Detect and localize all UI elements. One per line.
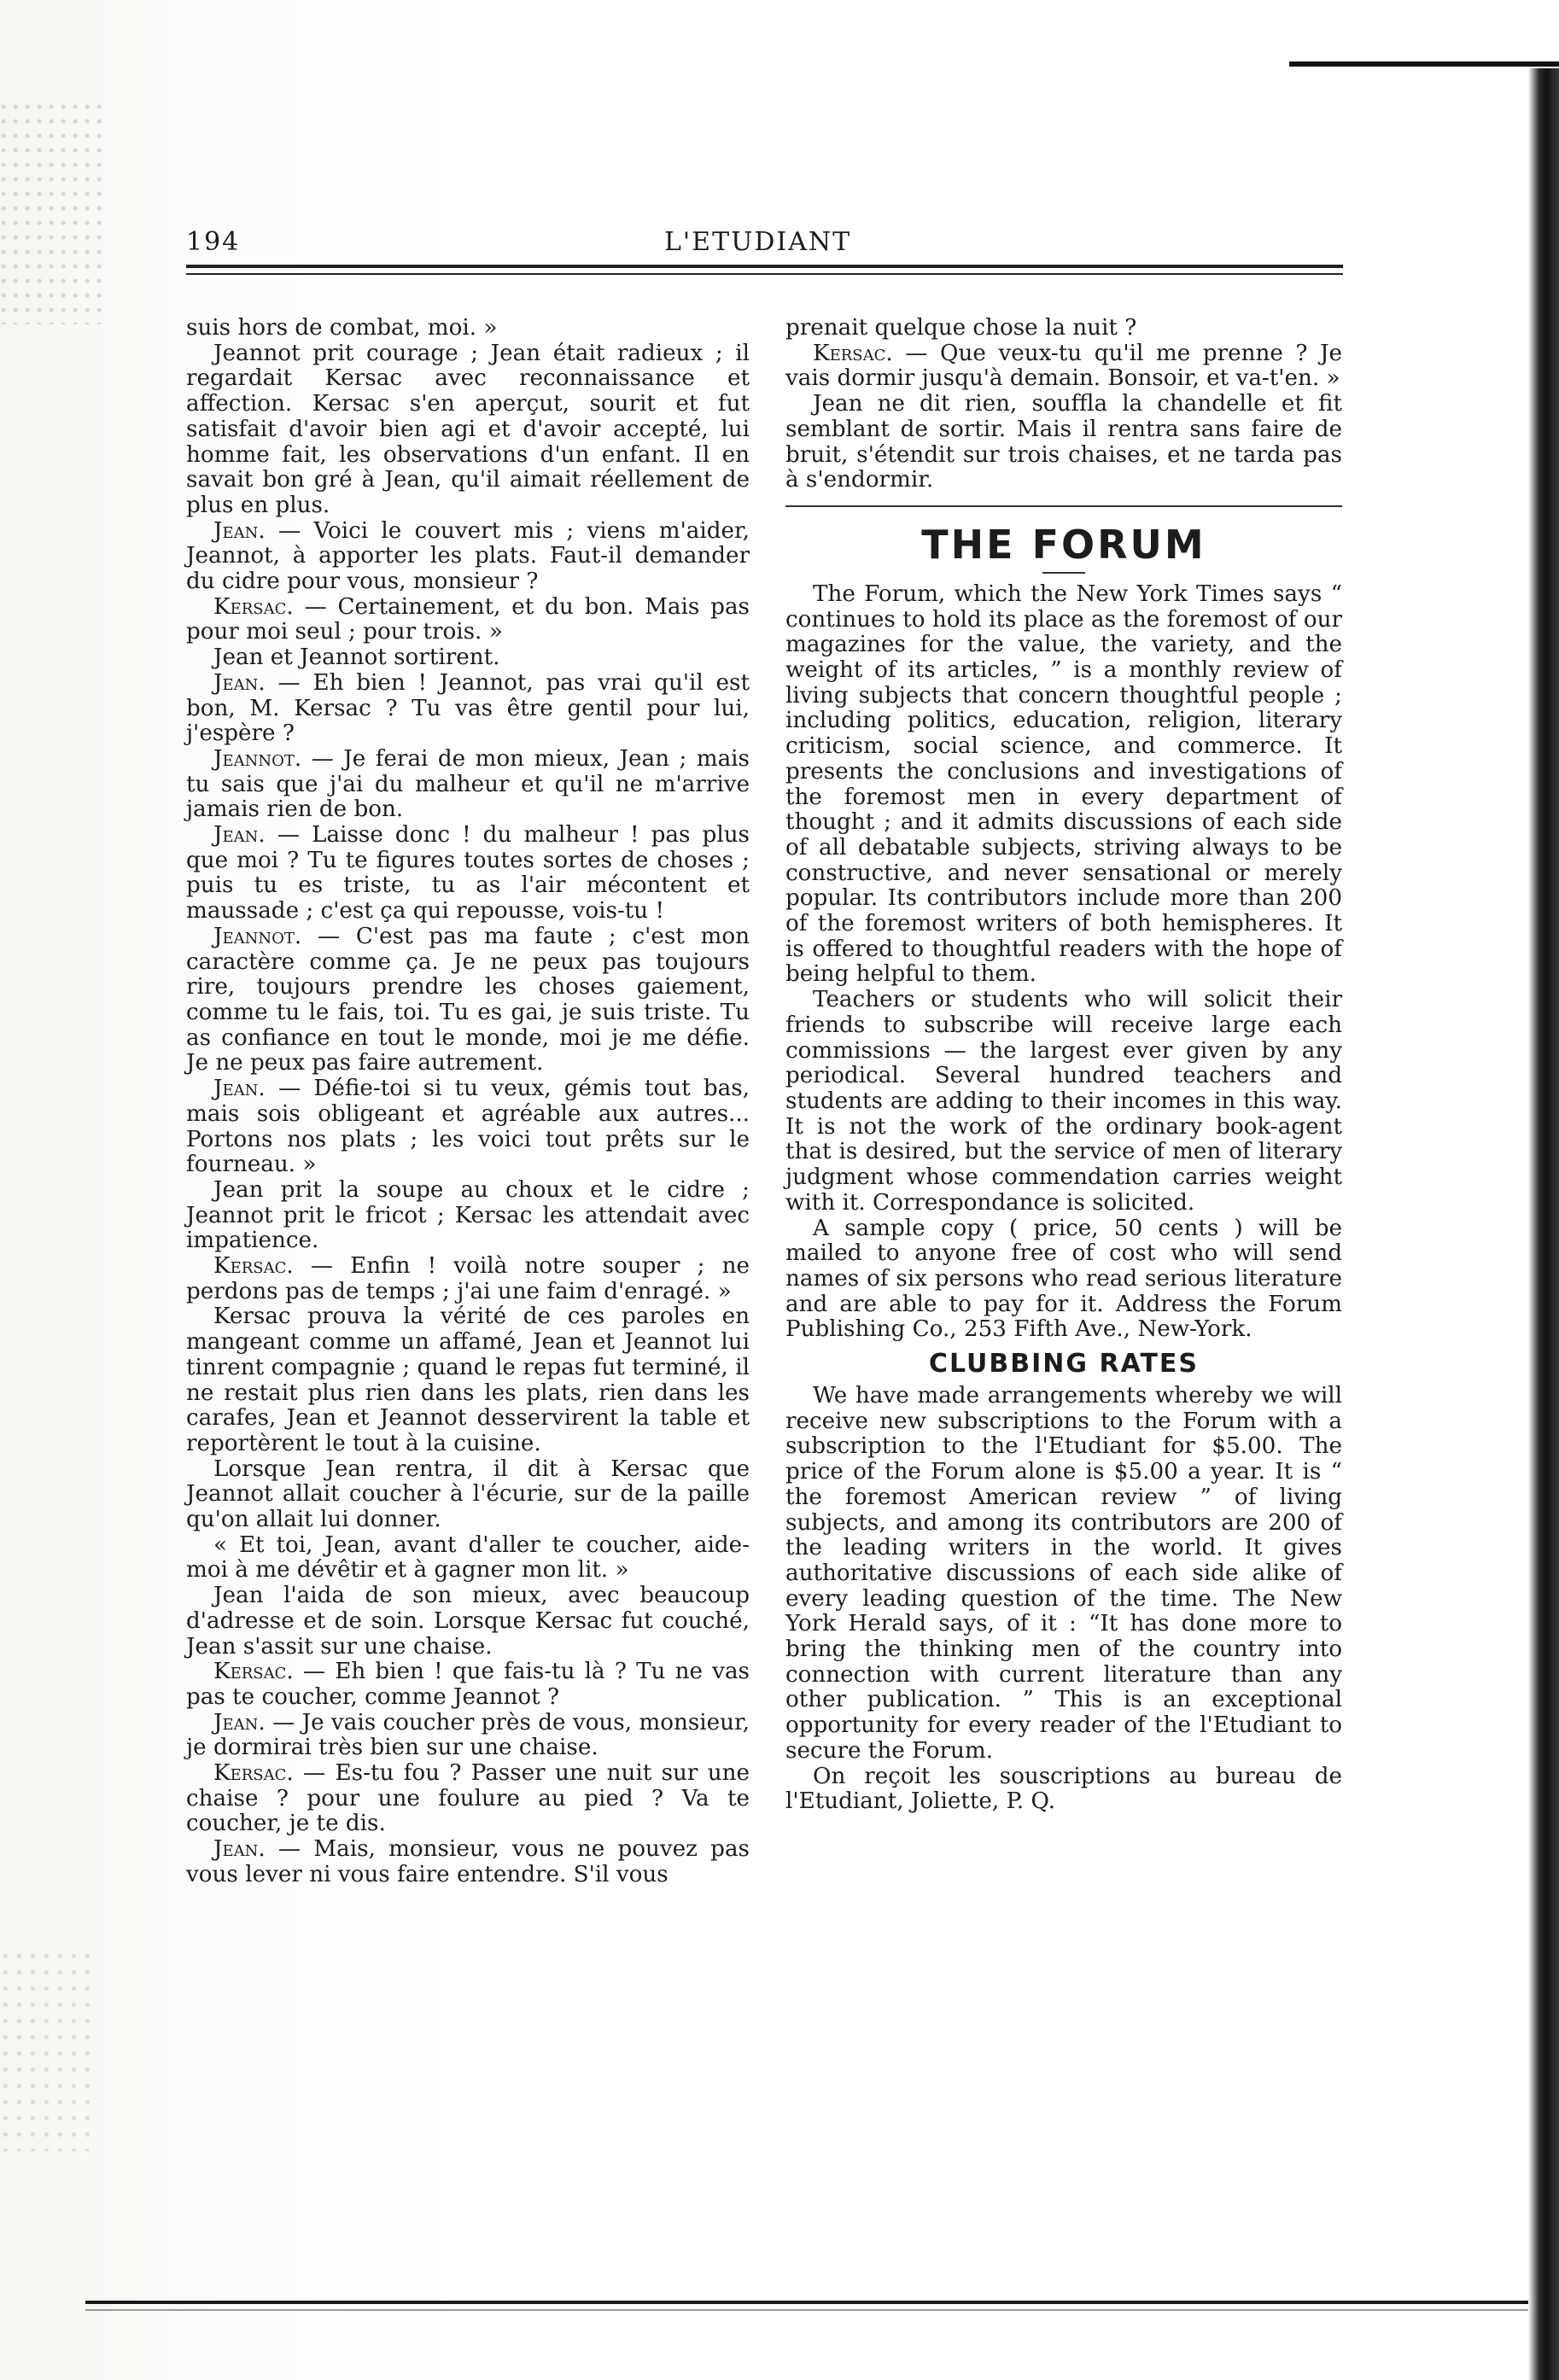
paragraph-text: — Je ferai de mon mieux, Jean ; mais tu sais que j'ai du malheur et qu'il ne m'arrive jamais rien de bon. xyxy=(186,745,750,823)
speaker-name: Kersac. xyxy=(813,340,893,366)
paragraph xyxy=(785,392,1342,493)
paragraph-text: suis hors de combat, moi. » xyxy=(186,315,498,341)
speaker-name: Kersac. xyxy=(213,1253,294,1280)
paragraph-text: — Eh bien ! que fais-tu là ? Tu ne vas pas te coucher, comme Jeannot ? xyxy=(186,1659,750,1710)
paragraph-text: — Je vais coucher près de vous, monsieur, je dormirai très bien sur une chaise. xyxy=(186,1709,750,1761)
paragraph-text: Jean prit la soupe au choux et le cidre ; Jeannot prit le fricot ; Kersac les attendait avec impatience. xyxy=(186,1176,750,1254)
paragraph: On reçoit les souscriptions au bureau de l'Etudiant, Joliette, P. Q. xyxy=(785,1763,1342,1815)
paragraph xyxy=(186,1660,750,1710)
forum-heading: THE FORUM xyxy=(921,521,1206,568)
speaker-name: Jeannot. xyxy=(213,745,302,772)
scan-border-right xyxy=(1528,68,1559,2380)
paragraph-text: Jeannot prit courage ; Jean était radieux ; il regardait Kersac avec reconnaissance et affection. Kersac s'en aperçut, sourit et fut satisfait d'avoir bien agi et d'avoir accepté, lui homme fait, les observations d'un enfant. Il en savait bon gré à Jean, qu'il aimait réellement de plus en plus. xyxy=(186,340,750,518)
paragraph xyxy=(785,316,1342,341)
paragraph xyxy=(186,1533,750,1584)
paragraph xyxy=(186,1584,750,1660)
forum-advertisement xyxy=(785,582,1342,1343)
paragraph-text: — Laisse donc ! du malheur ! pas plus que moi ? Tu te figures toutes sortes de choses ; puis tu es triste, tu as l'air mécontent et maussade ; c'est ça qui repousse, vois-tu ! xyxy=(186,822,750,925)
paragraph-text: — Que veux-tu qu'il me prenne ? Je vais dormir jusqu'à demain. Bonsoir, et va-t'en. » xyxy=(785,340,1343,392)
scan-border-top xyxy=(1289,61,1559,67)
paragraph: A sample copy ( price, 50 cents ) will be mailed to anyone free of cost who will send names of six persons who read serious literature and are able to pay for it. Address the Forum Publishing Co., 253 Fifth Ave., New-York. xyxy=(785,1215,1342,1343)
paragraph-text: — Mais, monsieur, vous ne pouvez pas vous lever ni vous faire entendre. S'il vous xyxy=(186,1836,750,1887)
paragraph-text: prenait quelque chose la nuit ? xyxy=(785,315,1137,341)
paragraph-text: « Et toi, Jean, avant d'aller te coucher, aide-moi à me dévêtir et à gagner mon lit. » xyxy=(186,1531,750,1584)
paragraph xyxy=(186,316,750,341)
paragraph: The Forum, which the New York Times says “ continues to hold its place as the foremost of our magazines for the value, the variety, and the weight of its articles, ” is a monthly review of living subjects that concern thoughtful people ; including politics, education, religion, literary criticism, social science, and commerce. It presents the conclusions and investigations of the foremost men in every department of thought ; and it admits discussions of each side of all debatable subjects, striving always to be constructive, and never sensational or merely popular. Its contributors include more than 200 of the foremost writers of both hemispheres. It is offered to thoughtful readers with the hope of being helpful to them. xyxy=(785,580,1342,988)
speaker-name: Kersac. xyxy=(213,1760,294,1787)
left-column xyxy=(186,316,750,1888)
paragraph-text: — Défie-toi si tu veux, gémis tout bas, mais sois obligeant et agréable aux autres... Portons nos plats ; les voici tout prêts sur le fourneau. » xyxy=(186,1076,750,1178)
paragraph xyxy=(186,1254,750,1304)
paragraph xyxy=(186,1837,750,1887)
paragraph: Teachers or students who will solicit their friends to subscribe will receive large each commissions — the largest ever given by any periodical. Several hundred teachers and students are adding to their incomes in this way. It is not the work of the ordinary book-agent that is desired, but the service of men of literary judgment whose commendation carries weight with it. Correspondance is solicited. xyxy=(785,987,1342,1216)
speaker-name: Jeannot. xyxy=(213,923,302,949)
speaker-name: Jean. xyxy=(213,1076,266,1102)
paragraph-text: Jean l'aida de son mieux, avec beaucoup d'adresse et de soin. Lorsque Kersac fut couché, Jean s'assit sur une chaise. xyxy=(186,1583,750,1660)
paragraph xyxy=(186,1711,750,1761)
clubbing-rates-heading: CLUBBING RATES xyxy=(928,1349,1200,1380)
paragraph: We have made arrangements whereby we will receive new subscriptions to the Forum with a subscription to the l'Etudiant for $5.00. The price of the Forum alone is $5.00 a year. It is “ the foremost American review ” of living subjects, and among its contributors are 200 of the leading writers in the world. It gives authoritative discussions of each side alike of every leading question of the time. The New York Herald says, of it : “It has done more to bring the thinking men of the country into connection with current literature than any other publication. ” This is an exceptional opportunity for every reader of the l'Etudiant to secure the Forum. xyxy=(785,1383,1342,1764)
paragraph-text: — Eh bien ! Jeannot, pas vrai qu'il est bon, M. Kersac ? Tu vas être gentil pour lui, j'espère ? xyxy=(186,669,750,747)
paragraph xyxy=(186,823,750,925)
paragraph xyxy=(186,1761,750,1837)
paragraph-text: — Es-tu fou ? Passer une nuit sur une chaise ? pour une foulure au pied ? Va te coucher, je te dis. xyxy=(186,1760,750,1837)
paragraph-text: — Enfin ! voilà notre souper ; ne perdons pas de temps ; j'ai une faim d'enragé. » xyxy=(186,1253,750,1304)
speaker-name: Jean. xyxy=(213,1836,266,1863)
paragraph xyxy=(186,1304,750,1456)
scan-border-bottom-thin xyxy=(85,2309,1528,2311)
paragraph xyxy=(186,341,750,519)
running-title: L'ETUDIANT xyxy=(664,227,852,257)
speaker-name: Kersac. xyxy=(213,593,294,620)
scan-border-bottom xyxy=(85,2301,1528,2304)
paragraph-text: — C'est pas ma faute ; c'est mon caractère comme ça. Je ne peux pas toujours rire, toujours prendre les choses gaiement, comme tu le fais, toi. Tu es gai, je suis triste. Tu as confiance en tout le monde, moi je me défie. Je ne peux pas faire autrement. xyxy=(186,923,750,1076)
speaker-name: Kersac. xyxy=(213,1659,294,1685)
speaker-name: Jean. xyxy=(213,1709,266,1735)
paragraph xyxy=(186,645,750,671)
scan-noise xyxy=(0,102,102,324)
heading-rule xyxy=(1042,572,1085,574)
paragraph xyxy=(186,747,750,823)
paragraph xyxy=(186,925,750,1076)
paragraph xyxy=(186,519,750,595)
speaker-name: Jean. xyxy=(213,669,266,696)
header-rule xyxy=(186,265,1343,268)
paragraph-text: — Certainement, et du bon. Mais pas pour moi seul ; pour trois. » xyxy=(186,593,750,645)
paragraph-text: Lorsque Jean rentra, il dit à Kersac que Jeannot allait coucher à l'écurie, sur de la paille qu'on allait lui donner. xyxy=(186,1455,750,1533)
right-column xyxy=(785,316,1342,1815)
paragraph-text: — Voici le couvert mis ; viens m'aider, Jeannot, à apporter les plats. Faut-il demander du cidre pour vous, monsieur ? xyxy=(186,517,750,595)
paragraph xyxy=(186,671,750,747)
paragraph xyxy=(186,1178,750,1254)
paragraph-text: Jean et Jeannot sortirent. xyxy=(213,645,500,671)
section-separator xyxy=(785,505,1342,507)
paragraph xyxy=(785,341,1342,392)
scan-noise xyxy=(0,1946,94,2151)
speaker-name: Jean. xyxy=(213,517,266,544)
page-number: 194 xyxy=(186,227,241,257)
paragraph-text: Kersac prouva la vérité de ces paroles en mangeant comme un affamé, Jean et Jeannot lui tinrent compagnie ; quand le repas fut terminé, il ne restait plus rien dans les plats, rien dans les carafes, Jean et Jeannot desservirent la table et reportèrent le tout à la cuisine. xyxy=(186,1304,750,1456)
clubbing-rates-text xyxy=(785,1384,1342,1815)
paragraph-text: Jean ne dit rien, souffla la chandelle et fit semblant de sortir. Mais il rentra sans faire de bruit, s'étendit sur trois chaises, et ne tarda pas à s'endormir. xyxy=(785,391,1342,493)
paragraph xyxy=(186,595,750,645)
page-header xyxy=(186,220,1343,263)
story-continuation xyxy=(785,316,1342,493)
paragraph xyxy=(186,1457,750,1533)
paragraph xyxy=(186,1076,750,1178)
speaker-name: Jean. xyxy=(213,822,266,849)
header-rule-thin xyxy=(186,273,1343,275)
